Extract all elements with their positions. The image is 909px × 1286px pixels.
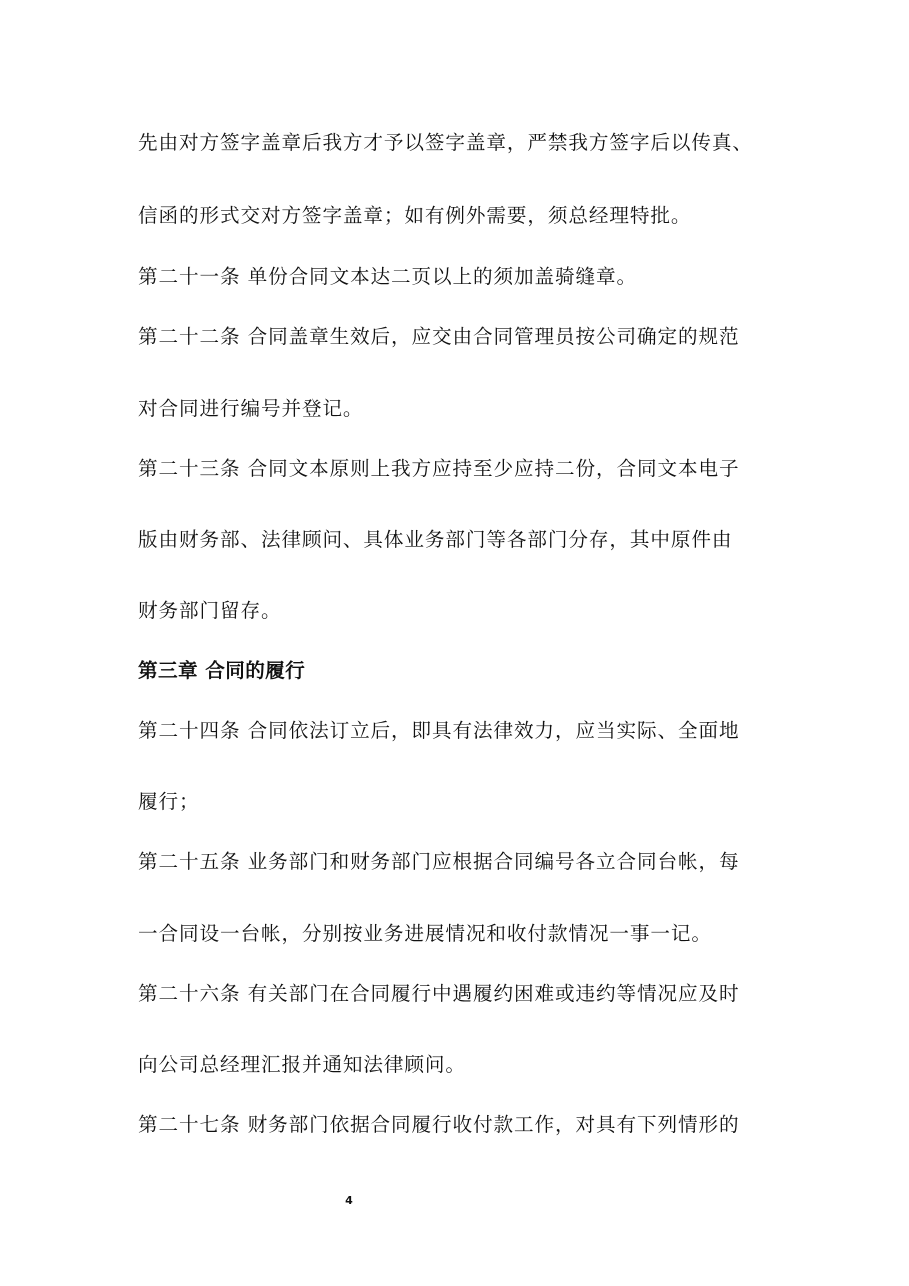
paragraph-line: 信函的形式交对方签字盖章；如有例外需要，须总经理特批。 <box>138 204 692 227</box>
paragraph-line: 履行； <box>138 790 200 813</box>
paragraph-line: 一合同设一台帐，分别按业务进展情况和收付款情况一事一记。 <box>138 922 712 945</box>
page-number: 4 <box>345 1194 353 1207</box>
paragraph-line: 财务部门留存。 <box>138 599 282 622</box>
chapter-heading: 第三章 合同的履行 <box>138 659 306 682</box>
article-22-line: 第二十二条 合同盖章生效后，应交由合同管理员按公司确定的规范 <box>138 325 740 348</box>
paragraph-line: 对合同进行编号并登记。 <box>138 397 364 420</box>
article-23-line: 第二十三条 合同文本原则上我方应持至少应持二份，合同文本电子 <box>138 457 740 480</box>
paragraph-line: 向公司总经理汇报并通知法律顾问。 <box>138 1053 466 1076</box>
article-21-line: 第二十一条 单份合同文本达二页以上的须加盖骑缝章。 <box>138 265 637 288</box>
article-27-line: 第二十七条 财务部门依据合同履行收付款工作，对具有下列情形的 <box>138 1113 740 1136</box>
article-26-line: 第二十六条 有关部门在合同履行中遇履约困难或违约等情况应及时 <box>138 982 740 1005</box>
article-24-line: 第二十四条 合同依法订立后，即具有法律效力，应当实际、全面地 <box>138 719 740 742</box>
article-25-line: 第二十五条 业务部门和财务部门应根据合同编号各立合同台帐，每 <box>138 850 740 873</box>
paragraph-line: 先由对方签字盖章后我方才予以签字盖章，严禁我方签字后以传真、 <box>138 131 753 154</box>
paragraph-line: 版由财务部、法律顾问、具体业务部门等各部门分存，其中原件由 <box>138 528 733 551</box>
